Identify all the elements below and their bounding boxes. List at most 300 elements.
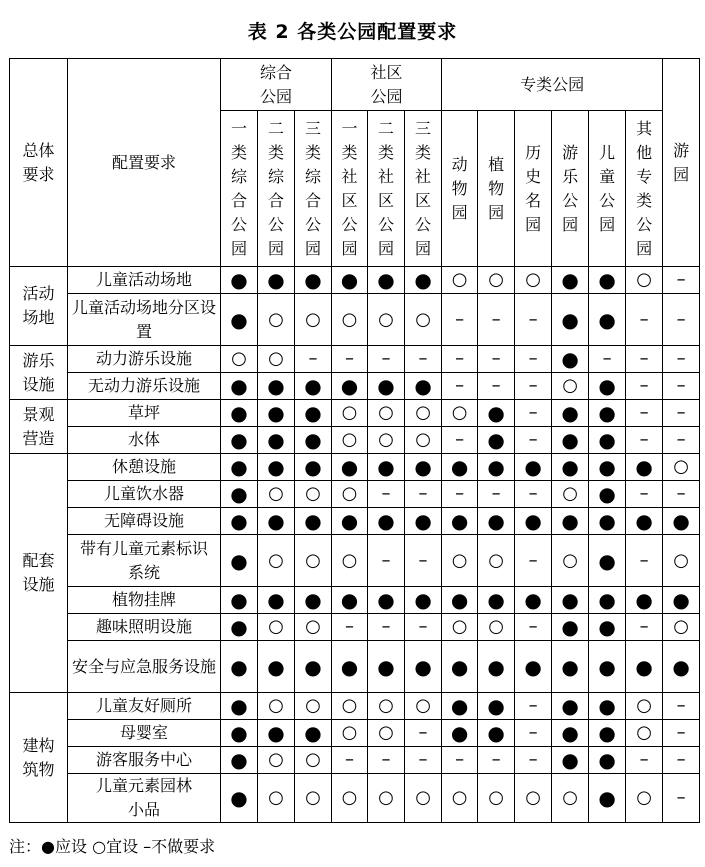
mark-cell: – (442, 373, 478, 400)
mark-cell: ● (295, 641, 332, 693)
mark-cell: – (368, 747, 405, 774)
mark-cell: ● (552, 400, 589, 427)
mark-cell: – (368, 614, 405, 641)
mark-cell: ● (552, 508, 589, 535)
mark-cell: – (405, 346, 442, 373)
configuration-table (9, 58, 700, 823)
mark-cell: ● (332, 373, 368, 400)
header-group-label: 综合公园 (260, 62, 293, 106)
mark-cell: ● (221, 587, 258, 614)
mark-cell: ● (515, 508, 552, 535)
header-sub-label: 儿童公园 (599, 142, 616, 234)
mark-cell: ● (589, 373, 626, 400)
mark-cell: – (368, 346, 405, 373)
table-row (10, 587, 700, 614)
requirement-cell: 无动力游乐设施 (68, 373, 221, 400)
mark-cell: – (442, 294, 478, 346)
mark-cell: – (478, 294, 515, 346)
note-prefix: 注： (9, 837, 42, 856)
header-sub-column (552, 111, 589, 267)
table-row (10, 481, 700, 508)
mark-cell: ○ (478, 267, 515, 294)
mark-cell: – (663, 346, 700, 373)
header-sub-label: 游乐公园 (562, 142, 579, 234)
mark-cell: ○ (368, 294, 405, 346)
dash-icon: – (143, 837, 152, 856)
mark-cell: – (515, 747, 552, 774)
mark-cell: ○ (295, 774, 332, 823)
mark-cell: ● (442, 720, 478, 747)
legend-note (9, 834, 215, 857)
mark-cell: – (442, 481, 478, 508)
mark-cell: ● (295, 508, 332, 535)
category-label: 景观营造 (22, 404, 55, 448)
mark-cell: ● (515, 587, 552, 614)
mark-cell: ● (552, 587, 589, 614)
requirement-cell: 动力游乐设施 (68, 346, 221, 373)
mark-cell: ● (589, 267, 626, 294)
mark-cell: ○ (368, 774, 405, 823)
mark-cell: ● (405, 454, 442, 481)
requirement-cell: 儿童友好厕所 (68, 693, 221, 720)
mark-cell: ● (258, 641, 295, 693)
category-label: 建构筑物 (22, 735, 55, 779)
mark-cell: ○ (478, 535, 515, 587)
mark-cell: ● (589, 693, 626, 720)
mark-cell: ● (221, 373, 258, 400)
mark-cell: ● (552, 427, 589, 454)
mark-cell: – (368, 535, 405, 587)
mark-cell: ● (332, 454, 368, 481)
mark-cell: – (663, 720, 700, 747)
header-sub-label: 二类综合公园 (268, 118, 285, 258)
mark-cell: ● (626, 508, 663, 535)
mark-cell: ● (589, 587, 626, 614)
header-group (332, 59, 442, 111)
table-row (10, 641, 700, 693)
mark-cell: – (295, 346, 332, 373)
mark-cell: ○ (405, 774, 442, 823)
mark-cell: ○ (332, 294, 368, 346)
header-sub-column (442, 111, 478, 267)
mark-cell: – (663, 774, 700, 823)
mark-cell: – (515, 294, 552, 346)
mark-cell: ● (515, 454, 552, 481)
mark-cell: ● (552, 267, 589, 294)
mark-cell: ● (515, 641, 552, 693)
mark-cell: ● (405, 508, 442, 535)
mark-cell: – (515, 481, 552, 508)
header-overall-requirement (10, 59, 68, 267)
mark-cell: ● (589, 294, 626, 346)
mark-cell: – (515, 720, 552, 747)
mark-cell: – (626, 294, 663, 346)
mark-cell: ● (368, 508, 405, 535)
table-row (10, 747, 700, 774)
mark-cell: – (515, 373, 552, 400)
mark-cell: ○ (552, 535, 589, 587)
table-row (10, 294, 700, 346)
mark-cell: ○ (332, 481, 368, 508)
mark-cell: ● (478, 720, 515, 747)
mark-cell: ● (589, 400, 626, 427)
mark-cell: ● (589, 720, 626, 747)
mark-cell: ○ (295, 481, 332, 508)
mark-cell: ○ (552, 373, 589, 400)
mark-cell: – (478, 747, 515, 774)
mark-cell: – (663, 427, 700, 454)
mark-cell: – (663, 747, 700, 774)
mark-cell: – (405, 747, 442, 774)
requirement-cell: 游客服务中心 (68, 747, 221, 774)
mark-cell: ● (552, 346, 589, 373)
mark-cell: ● (663, 508, 700, 535)
header-sub-column (405, 111, 442, 267)
mark-cell: – (663, 693, 700, 720)
mark-cell: ● (442, 693, 478, 720)
mark-cell: ● (221, 535, 258, 587)
mark-cell: ○ (368, 400, 405, 427)
mark-cell: ● (405, 641, 442, 693)
mark-cell: ○ (478, 774, 515, 823)
mark-cell: ○ (258, 535, 295, 587)
mark-cell: ○ (368, 427, 405, 454)
mark-cell: ● (221, 454, 258, 481)
requirement-cell: 植物挂牌 (68, 587, 221, 614)
mark-cell: ● (478, 693, 515, 720)
mark-cell: – (515, 614, 552, 641)
mark-cell: – (515, 346, 552, 373)
mark-cell: ● (258, 587, 295, 614)
mark-cell: ● (295, 400, 332, 427)
mark-cell: ○ (258, 747, 295, 774)
mark-cell: – (626, 427, 663, 454)
requirement-cell: 儿童活动场地分区设置 (68, 294, 221, 346)
mark-cell: – (332, 346, 368, 373)
mark-cell: ○ (663, 614, 700, 641)
mark-cell: – (663, 373, 700, 400)
mark-cell: ○ (258, 614, 295, 641)
mark-cell: ○ (332, 693, 368, 720)
mark-cell: ● (258, 267, 295, 294)
mark-cell: – (663, 481, 700, 508)
mark-cell: ● (368, 641, 405, 693)
mark-cell: ● (589, 535, 626, 587)
category-cell (10, 267, 68, 346)
mark-cell: ● (221, 774, 258, 823)
mark-cell: ● (221, 693, 258, 720)
header-sub-label: 三类社区公园 (415, 118, 432, 258)
mark-cell: ○ (332, 774, 368, 823)
mark-cell: – (626, 373, 663, 400)
mark-cell: ● (478, 400, 515, 427)
mark-cell: ○ (295, 693, 332, 720)
mark-cell: ● (442, 454, 478, 481)
mark-cell: ○ (368, 720, 405, 747)
mark-cell: – (626, 535, 663, 587)
header-sub-label: 其他专类公园 (636, 118, 653, 258)
mark-cell: ● (258, 373, 295, 400)
header-sub-column (368, 111, 405, 267)
mark-cell: ○ (258, 294, 295, 346)
table-row (10, 693, 700, 720)
mark-cell: ● (221, 641, 258, 693)
mark-cell: ○ (442, 267, 478, 294)
table-row (10, 427, 700, 454)
header-group-label: 专类公园 (520, 74, 585, 94)
header-sub-column (221, 111, 258, 267)
note-hollow-label: 宜设 (106, 837, 139, 856)
header-sub-column (515, 111, 552, 267)
mark-cell: ○ (442, 400, 478, 427)
mark-cell: ● (295, 373, 332, 400)
header-sub-label: 一类社区公园 (341, 118, 358, 258)
requirement-cell: 趣味照明设施 (68, 614, 221, 641)
mark-cell: ○ (332, 535, 368, 587)
mark-cell: ● (552, 614, 589, 641)
mark-cell: ● (626, 454, 663, 481)
header-sub-label: 动物园 (451, 154, 468, 222)
header-group (221, 59, 332, 111)
mark-cell: ○ (368, 693, 405, 720)
header-group (442, 59, 663, 111)
mark-cell: ● (626, 641, 663, 693)
category-cell (10, 693, 68, 823)
mark-cell: ○ (626, 267, 663, 294)
mark-cell: ○ (442, 535, 478, 587)
mark-cell: ● (368, 454, 405, 481)
mark-cell: ○ (515, 774, 552, 823)
mark-cell: ● (221, 267, 258, 294)
header-sub-label: 历史名园 (525, 142, 542, 234)
table-row (10, 346, 700, 373)
hollow-circle-icon: ○ (92, 837, 107, 856)
mark-cell: ● (221, 747, 258, 774)
mark-cell: – (515, 427, 552, 454)
table-row (10, 508, 700, 535)
mark-cell: ● (258, 427, 295, 454)
mark-cell: ● (405, 267, 442, 294)
mark-cell: ● (405, 373, 442, 400)
mark-cell: ○ (552, 481, 589, 508)
header-sub-label: 一类综合公园 (231, 118, 248, 258)
mark-cell: ● (552, 747, 589, 774)
mark-cell: ● (258, 720, 295, 747)
mark-cell: – (442, 427, 478, 454)
mark-cell: – (442, 346, 478, 373)
mark-cell: ○ (258, 346, 295, 373)
mark-cell: ● (663, 641, 700, 693)
table-row (10, 720, 700, 747)
mark-cell: – (626, 614, 663, 641)
mark-cell: ● (478, 641, 515, 693)
mark-cell: ○ (258, 481, 295, 508)
mark-cell: ● (589, 454, 626, 481)
mark-cell: ● (221, 508, 258, 535)
header-sub-column (295, 111, 332, 267)
requirement-cell: 儿童活动场地 (68, 267, 221, 294)
requirement-cell: 安全与应急服务设施 (68, 641, 221, 693)
mark-cell: ● (663, 587, 700, 614)
mark-cell: ● (221, 400, 258, 427)
header-group (663, 59, 700, 267)
mark-cell: – (663, 400, 700, 427)
table-row (10, 614, 700, 641)
table-row (10, 373, 700, 400)
requirement-cell: 带有儿童元素标识系统 (68, 535, 221, 587)
mark-cell: ● (589, 774, 626, 823)
mark-cell: ○ (332, 400, 368, 427)
requirement-cell: 母婴室 (68, 720, 221, 747)
mark-cell: ● (221, 614, 258, 641)
mark-cell: ○ (626, 693, 663, 720)
mark-cell: ● (258, 454, 295, 481)
mark-cell: – (626, 747, 663, 774)
mark-cell: ● (442, 641, 478, 693)
category-label: 游乐设施 (22, 350, 55, 394)
category-cell (10, 400, 68, 454)
mark-cell: – (589, 346, 626, 373)
mark-cell: ● (589, 427, 626, 454)
mark-cell: ○ (405, 693, 442, 720)
mark-cell: ● (295, 454, 332, 481)
mark-cell: ● (332, 267, 368, 294)
mark-cell: ○ (626, 720, 663, 747)
mark-cell: ● (368, 267, 405, 294)
table-row (10, 400, 700, 427)
mark-cell: – (368, 481, 405, 508)
mark-cell: ● (478, 508, 515, 535)
mark-cell: – (626, 346, 663, 373)
mark-cell: ○ (442, 614, 478, 641)
mark-cell: ● (368, 373, 405, 400)
mark-cell: ○ (221, 346, 258, 373)
mark-cell: – (478, 481, 515, 508)
mark-cell: – (626, 481, 663, 508)
mark-cell: – (626, 400, 663, 427)
mark-cell: ● (332, 508, 368, 535)
header-sub-column (258, 111, 295, 267)
mark-cell: ○ (295, 535, 332, 587)
mark-cell: ○ (663, 454, 700, 481)
mark-cell: – (515, 400, 552, 427)
mark-cell: – (405, 720, 442, 747)
mark-cell: – (332, 614, 368, 641)
mark-cell: – (332, 747, 368, 774)
mark-cell: – (442, 747, 478, 774)
header-sub-label: 二类社区公园 (378, 118, 395, 258)
mark-cell: ● (221, 427, 258, 454)
note-filled-label: 应设 (54, 837, 87, 856)
mark-cell: ● (258, 508, 295, 535)
mark-cell: ● (295, 267, 332, 294)
mark-cell: ○ (332, 427, 368, 454)
mark-cell: – (515, 693, 552, 720)
mark-cell: ○ (295, 294, 332, 346)
requirement-cell: 无障碍设施 (68, 508, 221, 535)
category-cell (10, 346, 68, 400)
header-sub-column (626, 111, 663, 267)
mark-cell: – (405, 614, 442, 641)
mark-cell: – (663, 267, 700, 294)
mark-cell: ● (589, 747, 626, 774)
mark-cell: ○ (552, 774, 589, 823)
mark-cell: ● (221, 294, 258, 346)
mark-cell: ○ (405, 294, 442, 346)
requirement-cell: 儿童元素园林小品 (68, 774, 221, 823)
note-dash-label: 不做要求 (151, 837, 216, 856)
header-config-requirement: 配置要求 (68, 59, 221, 267)
mark-cell: – (663, 294, 700, 346)
mark-cell: ● (221, 720, 258, 747)
mark-cell: – (478, 346, 515, 373)
header-sub-label: 植物园 (488, 154, 505, 222)
mark-cell: ○ (405, 400, 442, 427)
mark-cell: ● (552, 294, 589, 346)
mark-cell: ○ (478, 614, 515, 641)
requirement-cell: 儿童饮水器 (68, 481, 221, 508)
header-group-label: 游园 (673, 140, 690, 184)
mark-cell: – (405, 535, 442, 587)
table-row (10, 454, 700, 481)
mark-cell: ● (368, 587, 405, 614)
header-sub-column (332, 111, 368, 267)
table-row (10, 535, 700, 587)
mark-cell: ● (552, 454, 589, 481)
header-group-label: 社区公园 (370, 62, 403, 106)
mark-cell: ● (332, 587, 368, 614)
mark-cell: ● (478, 454, 515, 481)
header-sub-column (589, 111, 626, 267)
mark-cell: ● (332, 641, 368, 693)
mark-cell: ● (589, 614, 626, 641)
mark-cell: ● (552, 720, 589, 747)
requirement-cell: 草坪 (68, 400, 221, 427)
mark-cell: – (478, 373, 515, 400)
mark-cell: ○ (332, 720, 368, 747)
mark-cell: ● (405, 587, 442, 614)
mark-cell: ○ (626, 774, 663, 823)
mark-cell: ○ (295, 614, 332, 641)
mark-cell: ● (589, 641, 626, 693)
mark-cell: ○ (405, 427, 442, 454)
category-label: 配套设施 (22, 551, 55, 594)
mark-cell: ● (295, 427, 332, 454)
mark-cell: ● (221, 481, 258, 508)
mark-cell: ● (295, 587, 332, 614)
mark-cell: ● (552, 641, 589, 693)
mark-cell: ○ (442, 774, 478, 823)
mark-cell: ● (295, 720, 332, 747)
filled-circle-icon: ● (41, 837, 55, 856)
category-cell (10, 454, 68, 693)
mark-cell: ● (589, 481, 626, 508)
mark-cell: ● (589, 508, 626, 535)
table-row (10, 267, 700, 294)
mark-cell: ● (478, 587, 515, 614)
mark-cell: – (515, 535, 552, 587)
mark-cell: ○ (258, 693, 295, 720)
mark-cell: ● (626, 587, 663, 614)
header-sub-label: 三类综合公园 (305, 118, 322, 258)
requirement-cell: 休憩设施 (68, 454, 221, 481)
header-sub-column (478, 111, 515, 267)
mark-cell: ● (442, 508, 478, 535)
mark-cell: ● (442, 587, 478, 614)
requirement-cell: 水体 (68, 427, 221, 454)
mark-cell: ○ (295, 747, 332, 774)
category-label: 活动场地 (22, 284, 55, 327)
